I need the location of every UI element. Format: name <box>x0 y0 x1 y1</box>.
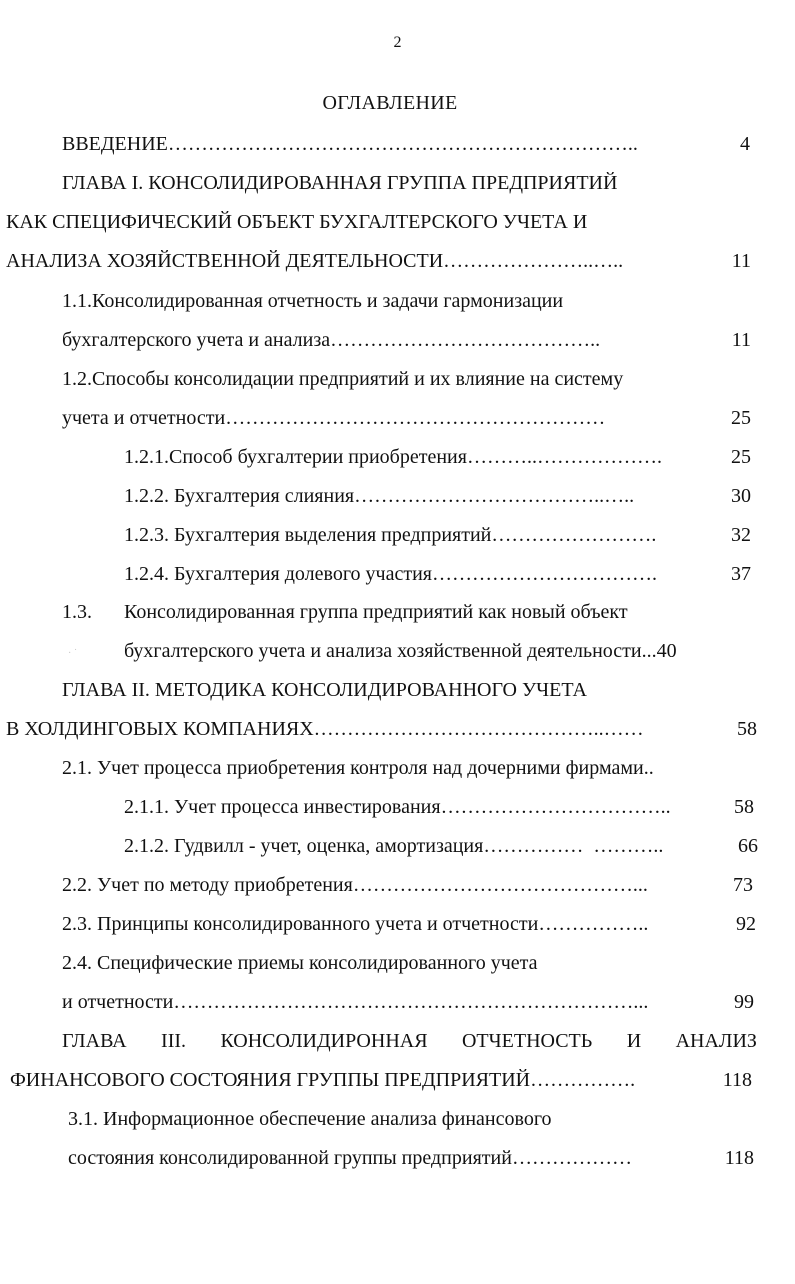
toc-leader-dots: ……………. <box>530 1069 636 1091</box>
toc-entry-text: 2.1.1. Учет процесса инвестирования <box>124 796 441 818</box>
toc-leader-dots: ……………… <box>511 1147 642 1169</box>
toc-chapter-2-line2[interactable] <box>6 717 757 741</box>
toc-entry-text: ВВЕДЕНИЕ <box>62 133 168 155</box>
toc-chapter-3-line2[interactable] <box>10 1068 752 1092</box>
toc-leader-dots: ………………………………….. <box>330 329 601 351</box>
toc-entry-text: 2.2. Учет по методу приобретения <box>62 874 353 896</box>
toc-subsection-2-1-1[interactable] <box>124 795 754 819</box>
toc-leader-dots: …………….. <box>538 913 649 935</box>
toc-section-2-4-line2[interactable] <box>62 990 754 1014</box>
toc-section-1-2-line2[interactable] <box>62 406 751 430</box>
toc-section-1-1-line1[interactable]: 1.1.Консолидированная отчетность и задачи гармонизации <box>62 290 564 312</box>
toc-page-number: 25 <box>731 407 751 429</box>
toc-leader-dots: ……………………………………..…… <box>313 718 644 740</box>
toc-subsection-1-2-2[interactable] <box>124 484 751 508</box>
toc-page-number: 37 <box>731 563 751 585</box>
toc-word: III. <box>161 1030 187 1052</box>
toc-entry-text: 1.2.1.Способ бухгалтерии приобретения <box>124 446 467 468</box>
toc-entry-text: 1.2.3. Бухгалтерия выделения предприятий <box>124 524 492 546</box>
toc-leader-dots: ……………………………………... <box>352 874 648 896</box>
page-number: 2 <box>393 34 402 51</box>
scan-smudge: · ˙ <box>68 648 78 659</box>
toc-chapter-1-line1[interactable]: ГЛАВА I. КОНСОЛИДИРОВАННАЯ ГРУППА ПРЕДПРИЯТИЙ <box>62 172 618 194</box>
toc-page-number: 32 <box>731 524 751 546</box>
toc-leader-dots: ………..………………. <box>466 446 662 468</box>
toc-word: АНАЛИЗ <box>675 1030 757 1052</box>
toc-subsection-1-2-4[interactable] <box>124 562 751 586</box>
toc-entry-text: В ХОЛДИНГОВЫХ КОМПАНИЯХ <box>6 718 314 740</box>
toc-page-number: 73 <box>733 874 753 896</box>
toc-chapter-1-line2[interactable]: КАК СПЕЦИФИЧЕСКИЙ ОБЪЕКТ БУХГАЛТЕРСКОГО УЧЕТА И <box>6 211 588 233</box>
toc-section-number: 1.3. <box>62 601 92 623</box>
toc-leader-dots: …………………………….. <box>440 796 671 818</box>
toc-section-2-1[interactable]: 2.1. Учет процесса приобретения контроля над дочерними фирмами.. <box>62 757 654 779</box>
toc-entry-text: 2.3. Принципы консолидированного учета и отчетности <box>62 913 539 935</box>
toc-section-2-3[interactable] <box>62 912 756 936</box>
toc-entry-text: учета и отчетности <box>62 407 226 429</box>
toc-entry-text: состояния консолидированной группы предприятий <box>68 1147 512 1169</box>
toc-subsection-2-1-2[interactable] <box>124 834 758 858</box>
toc-entry-text: 1.2.4. Бухгалтерия долевого участия <box>124 563 432 585</box>
toc-entry-text: и отчетности <box>62 991 174 1013</box>
toc-entry-text: бухгалтерского учета и анализа хозяйственной деятельности <box>124 640 642 662</box>
toc-entry-text: бухгалтерского учета и анализа <box>62 329 331 351</box>
toc-page-number: 30 <box>731 485 751 507</box>
toc-page-number: 4 <box>740 133 750 155</box>
toc-word: ГЛАВА <box>62 1030 127 1052</box>
toc-subsection-1-2-3[interactable] <box>124 523 751 547</box>
toc-chapter-3-line1[interactable] <box>62 1029 757 1053</box>
toc-page-number: 66 <box>738 835 758 857</box>
toc-section-1-1-line2[interactable] <box>62 328 751 352</box>
toc-subsection-1-2-1[interactable] <box>124 445 751 469</box>
toc-leader-dots: …………………………………………………………….. <box>167 133 638 155</box>
toc-leader-dots: ………………………………..….. <box>354 485 635 507</box>
toc-entry-text: 2.1.2. Гудвилл - учет, оценка, амортизация <box>124 835 484 857</box>
toc-word: ОТЧЕТНОСТЬ <box>461 1030 593 1052</box>
toc-page-number: 118 <box>724 1147 754 1169</box>
toc-section-2-4-line1[interactable]: 2.4. Специфические приемы консолидированного учета <box>62 952 538 974</box>
toc-leader-dots: …………………..….. <box>443 250 624 272</box>
toc-entry-text: Консолидированная группа предприятий как новый объект <box>124 601 628 623</box>
toc-leader-dots: ... <box>641 640 657 662</box>
toc-leader-dots: …………… ……….. <box>483 835 664 857</box>
toc-title: ОГЛАВЛЕНИЕ <box>322 92 458 114</box>
toc-page-number: 58 <box>737 718 757 740</box>
toc-page-number: 58 <box>729 796 754 818</box>
toc-section-3-1-line2[interactable] <box>68 1146 754 1170</box>
toc-page-number: 92 <box>736 913 756 935</box>
toc-leader-dots: ………………………………………………… <box>225 407 606 429</box>
toc-section-1-3-line1[interactable] <box>62 600 628 624</box>
toc-chapter-1-line3[interactable] <box>6 249 751 273</box>
toc-entry-text: АНАЛИЗА ХОЗЯЙСТВЕННОЙ ДЕЯТЕЛЬНОСТИ <box>6 250 444 272</box>
toc-section-1-2-line1[interactable]: 1.2.Способы консолидации предприятий и их влияние на систему <box>62 368 624 390</box>
toc-chapter-2-line1[interactable]: ГЛАВА II. МЕТОДИКА КОНСОЛИДИРОВАННОГО УЧЕТА <box>62 679 587 701</box>
toc-word: КОНСОЛИДИРОННАЯ <box>220 1030 428 1052</box>
toc-section-1-3-line2[interactable] <box>124 639 752 663</box>
toc-section-2-2[interactable] <box>62 873 753 897</box>
toc-page-number: 118 <box>722 1069 752 1091</box>
toc-leader-dots: ……………………. <box>491 524 657 546</box>
toc-page-number: 40 <box>656 640 677 662</box>
toc-page-number: 99 <box>734 991 754 1013</box>
toc-page-number: 11 <box>731 250 751 272</box>
toc-leader-dots: ……………………………. <box>431 563 657 585</box>
toc-page-number: 25 <box>731 446 751 468</box>
toc-leader-dots: ……………………………………………………………... <box>173 991 649 1013</box>
toc-word: И <box>626 1030 642 1052</box>
toc-entry-intro[interactable] <box>62 132 750 156</box>
toc-entry-text: 1.2.2. Бухгалтерия слияния <box>124 485 355 507</box>
toc-page-number: 11 <box>731 329 751 351</box>
toc-section-3-1-line1[interactable]: 3.1. Информационное обеспечение анализа финансового <box>68 1108 552 1130</box>
toc-entry-text: ФИНАНСОВОГО СОСТОЯНИЯ ГРУППЫ ПРЕДПРИЯТИЙ <box>10 1069 531 1091</box>
